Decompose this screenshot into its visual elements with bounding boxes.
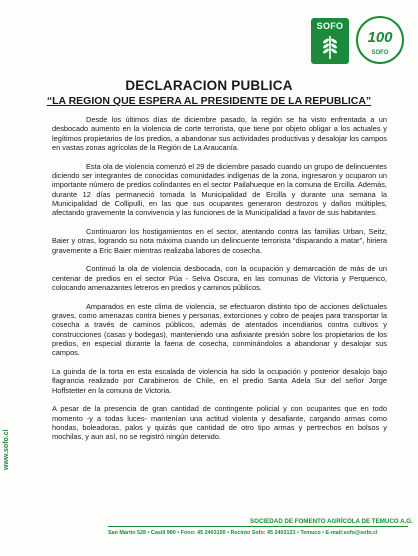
wheat-icon <box>315 34 345 60</box>
sofo-logo-text: SOFO <box>316 21 344 31</box>
paragraph: Desde los últimos días de diciembre pasado, la región se ha visto enfrentada a un desbocado aumento en la violencia de corte terrorista, que tiene por objeto obligar a los actuales y legítimos propietarios de los predios, a abandonar sus actividades productivas y desalojar los campos en vastas zonas agrícolas de la Región de La Araucanía. <box>52 115 387 152</box>
footer-address: San Martín 528 • Casill 980 • Fono: 45 2403100 • Recinto Sofo: 45 2403123 • Temuco • E-mail:sofo@sofo.cl <box>108 530 378 536</box>
paragraph: Continuó la ola de violencia desbocada, con la ocupación y demarcación de más de un centenar de predios en el sector Púa - Selva Oscura, en las comunas de Victoria y Perquenco, colocando amenazantes letreros en predios y caminos públicos. <box>52 264 387 292</box>
paragraph: Continuaron los hostigamientos en el sector, atentando contra las familias Urban, Seitz, Baier y otras, logrando su nota máxima cuando un delincuente terrorista “disparando a matar”, hiriera gravemente a Eric Baier mientras realizaba labores de cosecha. <box>52 226 387 255</box>
sofo-logo <box>311 18 349 64</box>
document-body <box>52 115 387 451</box>
page-subtitle: “LA REGION QUE ESPERA AL PRESIDENTE DE LA REPUBLICA” <box>46 95 372 107</box>
paragraph: La guinda de la torta en esta escalada de violencia ha sido la ocupación y posterior desalojo bajo flagrancia realizado por Carabineros de Chile, en el predio Santa Adela Sur del señor Jorge Hoffstetter en la comuna de Victoria. <box>52 367 387 395</box>
footer-organization: SOCIEDAD DE FOMENTO AGRÍCOLA DE TEMUCO A.G. <box>250 518 413 525</box>
paragraph: Esta ola de violencia comenzó el 29 de diciembre pasado cuando un grupo de delincuentes diciendo ser integrantes de conocidas comunidades indígenas de la zona, ingresaron y ocuparon un importante número de predios colindantes en el sector Pailahueque en la comuna de Ercilla. Además, durante 12 días permaneció tomada la Municipalidad de Ercilla y durante una semana la Municipalidad de Collipulli, en las que sus ocupantes generaron destrozos y daños múltiples, afectando gravemente la convivencia y las funciones de la Municipalidad a favor de sus habitantes. <box>52 161 387 218</box>
centenary-number: 100 <box>367 29 393 46</box>
paragraph: A pesar de la presencia de gran cantidad de contingente policial y con ocupantes que en todo momento -y a todas luces- mantenían una actitud violenta y desafiante, cargando armas como hondas, boleadoras, palos y quizás que cantidad de otro tipo armas y pertrechos en bolsos y mochilas, y aun así, no se registró ningún detenido. <box>52 404 387 442</box>
centenary-sub: SOFO <box>371 50 389 56</box>
footer-divider <box>108 526 408 527</box>
website-url: www.sofo.cl <box>3 429 10 470</box>
paragraph: Amparados en este clima de violencia, se efectuaron distinto tipo de acciones delictuales graves, como amenazas contra bienes y personas, extorciones y cobro de peajes para transportar la cosecha a través de caminos públicos, además de atentados incendiarios contra cultivos y construcciones (casas y bodegas), manteniendo una asfixiante presión sobre los propietarios de los predios, en especial durante la faena de cosecha, conminándolos a abandonar y desalojar sus campos. <box>52 301 387 358</box>
centenary-logo <box>356 16 404 64</box>
page-title: DECLARACION PUBLICA <box>125 78 293 93</box>
